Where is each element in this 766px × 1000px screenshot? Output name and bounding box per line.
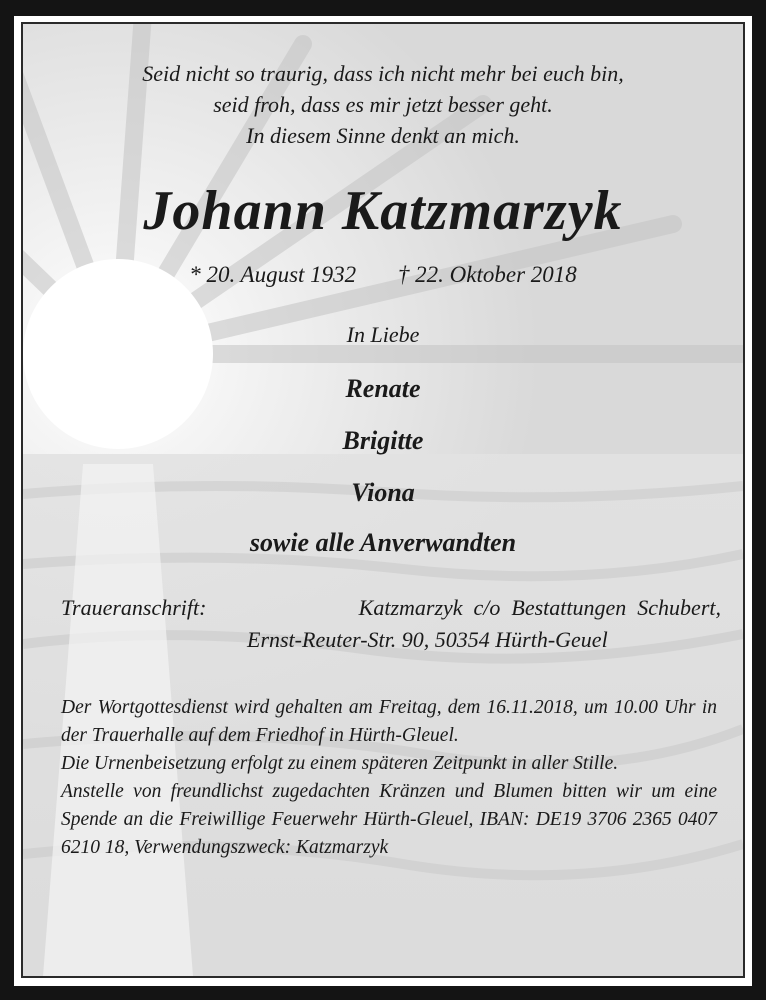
mourner-name: Brigitte xyxy=(342,426,424,455)
death-date: † 22. Oktober 2018 xyxy=(397,262,577,287)
mourners-others: sowie alle Anverwandten xyxy=(249,528,517,557)
birth-date: * 20. August 1932 xyxy=(189,262,357,287)
address-line: Katzmarzyk c/o Bestattungen Schubert, xyxy=(358,595,721,620)
life-dates xyxy=(23,260,743,290)
address-line: Ernst-Reuter-Str. 90, 50354 Hürth-Geuel xyxy=(247,627,608,652)
deceased-name: Johann Katzmarzyk xyxy=(143,180,623,242)
donation-info: Anstelle von freundlichst zugedachten Kränzen und Blumen bitten wir um eine Spende an die Freiwillige Feuerwehr Hürth-Gleuel, IBAN: DE19 3706 2365 0407 6210 18, Verwendungszweck: Katzmarzyk xyxy=(61,781,717,858)
motto-line: seid froh, dass es mir jetzt besser geht. xyxy=(213,92,553,117)
mourner-name: Viona xyxy=(351,478,415,507)
mourner-name: Renate xyxy=(345,374,421,403)
obituary-content xyxy=(23,24,743,976)
service-info: Der Wortgottesdienst wird gehalten am Freitag, dem 16.11.2018, um 10.00 Uhr in der Trauerhalle auf dem Friedhof in Hürth-Gleuel. xyxy=(61,697,717,746)
obituary-frame xyxy=(21,22,745,978)
motto xyxy=(23,58,743,151)
mourning-address xyxy=(61,592,721,656)
mourners-intro: In Liebe xyxy=(346,322,420,347)
urn-info: Die Urnenbeisetzung erfolgt zu einem späteren Zeitpunkt in aller Stille. xyxy=(61,753,619,774)
motto-line: In diesem Sinne denkt an mich. xyxy=(246,123,520,148)
motto-line: Seid nicht so traurig, dass ich nicht mehr bei euch bin, xyxy=(142,61,624,86)
service-notice xyxy=(61,694,717,862)
address-label: Traueranschrift: xyxy=(61,595,207,620)
